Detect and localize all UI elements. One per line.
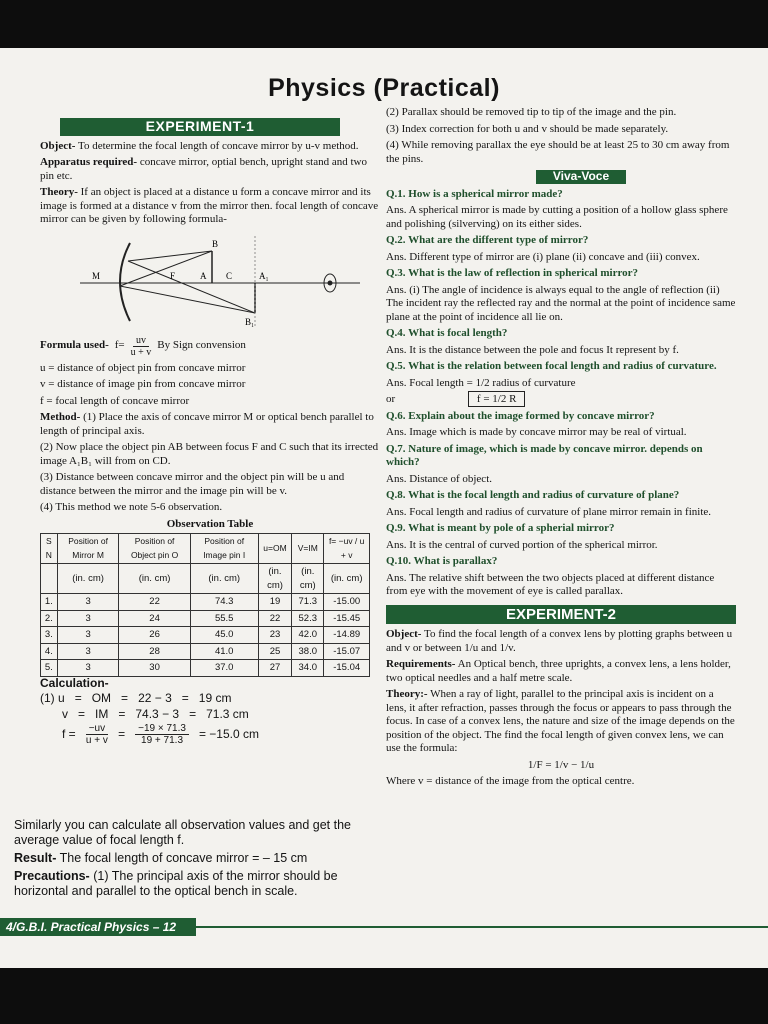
table-header: V=IM [292,534,324,564]
method-label: Method- [40,411,81,423]
question-8: Q.8. What is the focal length and radius of curvature of plane? [386,489,680,501]
calc-f-den-2: 19 + 71.3 [141,735,184,746]
question-7: Q.7. Nature of image, which is made by concave mirror. depends on which? [386,442,703,468]
table-row [41,660,370,677]
definition-v: v = distance of image pin from concave mirror [40,378,246,390]
ray-diagram-svg [40,231,370,331]
question-9: Q.9. What is meant by pole of a spherial mirror? [386,522,615,534]
table-unit: (in. cm) [190,564,258,594]
calc-u-text: 19 cm [198,691,232,705]
calc-f-fraction-2 [135,723,189,746]
table-header: u=OM [258,534,291,564]
precaution-3: (3) Index correction for both u and v should be made separately. [386,122,669,135]
exp2-object-text: To find the focal length of a convex lens by plotting graphs between u and v or between 1/u and 1/v. [386,628,733,654]
table-cell: 55.5 [190,610,258,627]
exp2-requirements-text: An Optical bench, three uprights, a convex lens, a lens holder, two optical needles and a half metre scale. [386,658,731,684]
table-cell: 19 [258,594,291,611]
table-cell: -15.45 [324,610,370,627]
table-units-row [41,564,370,594]
table-row [41,594,370,611]
table-cell: 22 [119,594,190,611]
object-label: Object- [40,139,76,152]
table-cell: 42.0 [292,627,324,644]
formula-used [40,335,380,358]
calculation-block [40,677,380,747]
viva-voce-heading: Viva-Voce [536,170,626,184]
table-cell: 52.3 [292,610,324,627]
calc-u-row [40,692,380,706]
answer-10: Ans. The relative shift between the two objects placed at different distance from eye with the movement of eye is called parallax. [386,571,715,597]
question-10: Q.10. What is parallax? [386,555,498,567]
table-cell: 41.0 [190,643,258,660]
answer-9: Ans. It is the central of curved portion of the spherical mirror. [386,538,658,551]
calc-v-text: = [189,706,197,721]
calc-u-text: = [181,691,189,705]
table-cell: 34.0 [292,660,324,677]
exp2-object-label: Object- [386,628,422,640]
calc-f-row [40,723,380,746]
method-step-2: (2) Now place the object pin AB between focus F and C such that its irrected image A₁B₁ will from on CD. [40,441,379,467]
table-cell: 23 [258,627,291,644]
left-bottom-text [14,818,374,902]
answer-1: Ans. A spherical mirror is made by cutting a position of a hollow glass sphere and polishing (silverving) on its either sides. [386,204,728,230]
formula-note: By Sign convension [157,339,246,352]
table-cell: 24 [119,610,190,627]
calc-f-lhs: f = [62,726,76,741]
precautions-paragraph [14,869,374,899]
table-cell: 26 [119,627,190,644]
similar-paragraph: Similarly you can calculate all observation values and get the average value of focal length f. [14,818,351,847]
table-cell: 45.0 [190,627,258,644]
table-unit: (in. cm) [324,564,370,594]
equals-sign: = [118,726,126,741]
left-column [40,118,380,748]
boxed-formula: f = 1/2 R [468,391,526,407]
table-cell: 1. [41,594,58,611]
table-cell: 25 [258,643,291,660]
footer-label: 4/G.B.I. Practical Physics – 12 [0,918,196,936]
calc-u-text: = [74,691,82,705]
table-cell: 3. [41,627,58,644]
calc-v-text: IM [95,706,109,721]
ray-diagram [40,231,380,331]
answer-6: Ans. Image which is made by concave mirror may be real of virtual. [386,426,687,438]
table-cell: 28 [119,643,190,660]
table-row [41,610,370,627]
formula-denominator: u + v [130,346,152,358]
table-cell: 3 [57,643,119,660]
question-3: Q.3. What is the law of reflection in spherical mirror? [386,267,639,279]
calc-f-num-1: −uv [86,723,108,735]
apparatus-label: Apparatus required- [40,156,138,168]
object-text: To determine the focal length of concave mirror by u-v method. [78,139,359,152]
calc-v-text: 71.3 cm [206,706,249,721]
table-unit: (in. cm) [57,564,119,594]
result-label: Result- [14,851,57,865]
calc-v-text: = [118,706,126,721]
diagram-label-f: F [170,270,176,281]
answer-3: Ans. (i) The angle of incidence is always equal to the angle of reflection (ii) The incident ray the reflected ray and the normal at the point of incidence same plane at the point of incidence all lie on. [386,283,736,323]
concave-mirror-shape [120,243,130,321]
question-4: Q.4. What is focal length? [386,327,508,339]
calc-v-text: = [78,706,86,721]
answer-8: Ans. Focal length and radius of curvature of plane mirror remain in finite. [386,505,712,518]
table-cell: -14.89 [324,627,370,644]
definition-u: u = distance of object pin from concave mirror [40,361,246,374]
answer-7: Ans. Distance of object. [386,472,492,485]
question-1: Q.1. How is a spherical mirror made? [386,187,563,200]
table-cell: -15.04 [324,660,370,677]
apparatus-text: concave mirror, optial bench, upright stand and two pin etc. [40,156,367,182]
calc-f-fraction-1 [86,723,108,746]
calc-u-text: OM [91,691,112,705]
diagram-label-c: C [226,270,233,281]
calc-f-num-2: −19 × 71.3 [135,723,189,735]
calc-u-text: 22 − 3 [138,691,172,705]
result-text: The focal length of concave mirror = – 15 cm [59,851,308,865]
footer-rule [190,926,768,928]
table-header: f= −uv / u + v [324,534,370,564]
method-step-3: (3) Distance between concave mirror and the object pin will be u and distance between the mirror and the image pin will be v. [40,471,345,497]
table-cell: 71.3 [292,594,324,611]
method-step-1 [40,411,380,438]
table-cell: -15.07 [324,643,370,660]
apparatus-paragraph [40,156,380,183]
table-unit: (in. cm) [292,564,324,594]
question-6: Q.6. Explain about the image formed by concave mirror? [386,409,655,422]
table-cell: 3 [57,660,119,677]
or-line [386,393,736,407]
page-title: Physics (Practical) [268,74,500,102]
exp2-theory-paragraph [386,688,736,756]
calc-v-text: v [62,706,68,721]
diagram-label-b: B [212,238,219,249]
table-title: Observation Table [166,517,254,530]
table-cell: -15.00 [324,594,370,611]
precaution-4: (4) While removing parallax the eye should be at least 25 to 30 cm away from the pins. [386,139,730,165]
calc-f-result: = −15.0 cm [198,726,259,741]
table-row [41,643,370,660]
calculation-label: Calculation- [40,675,109,690]
exp2-theory-text: When a ray of light, parallel to the principal axis is incident on a lens, it after refraction, passes through the focus or appears to pass through the focus. In case of a convex lens, the nature and size of the image depends on the position of the object. The find the focal length of given convex lens, we can use the formula: [386,688,735,754]
calc-u-text: = [121,691,129,705]
table-header: Position of Image pin I [190,534,258,564]
formula-numerator: uv [133,335,149,347]
table-header-row [41,534,370,564]
result-paragraph [14,851,374,866]
table-cell: 2. [41,610,58,627]
table-cell: 22 [258,610,291,627]
experiment-1-banner: EXPERIMENT-1 [60,118,340,136]
question-5: Q.5. What is the relation between focal length and radius of curvature. [386,360,717,372]
table-unit: (in. cm) [119,564,190,594]
exp2-where: Where v = distance of the image from the optical centre. [386,775,635,787]
theory-label: Theory- [40,186,78,198]
answer-2: Ans. Different type of mirror are (i) plane (ii) concave and (iii) convex. [386,250,700,263]
object-paragraph [40,140,380,154]
precautions-label: Precautions- [14,869,90,883]
table-header: S N [41,534,58,564]
observation-table [40,533,370,677]
table-cell: 27 [258,660,291,677]
definition-f: f = focal length of concave mirror [40,394,190,407]
theory-text: If an object is placed at a distance u form a concave mirror and its image is formed at a distance v from the mirror then. focal length of concave mirror can be given by following formula- [40,186,379,225]
right-column [386,106,736,792]
table-header: Position of Object pin O [119,534,190,564]
calc-v-row [40,708,380,722]
precaution-2: (2) Parallax should be removed tip to tip of the image and the pin. [386,106,677,118]
table-cell: 30 [119,660,190,677]
table-cell: 37.0 [190,660,258,677]
method-text-1: (1) Place the axis of concave mirror M or optical bench parallel to length of principal axis. [40,411,374,437]
table-unit: (in. cm) [258,564,291,594]
or-text: or [386,393,396,405]
formula-fraction [131,335,152,358]
exp2-theory-label: Theory:- [386,688,428,700]
page [0,48,768,968]
calc-v-text: 74.3 − 3 [135,706,180,721]
table-cell: 4. [41,643,58,660]
table-header: Position of Mirror M [57,534,119,564]
diagram-label-m: M [92,270,101,281]
theory-paragraph [40,186,380,227]
table-row [41,627,370,644]
table-cell: 38.0 [292,643,324,660]
exp2-object-paragraph [386,628,736,655]
exp2-formula: 1/F = 1/v − 1/u [527,758,595,771]
table-cell: 3 [57,594,119,611]
table-cell: 3 [57,610,119,627]
diagram-label-b1: B₁ [245,316,255,327]
diagram-label-a1: A₁ [259,270,269,281]
table-cell: 3 [57,627,119,644]
method-step-4: (4) This method we note 5-6 observation. [40,501,223,513]
diagram-label-a: A [200,270,207,281]
table-unit [41,564,58,594]
formula-label: Formula used- [40,339,109,352]
answer-4: Ans. It is the distance between the pole and focus It represent by f. [386,343,679,356]
calc-f-den-1: u + v [85,735,108,746]
question-2: Q.2. What are the different type of mirror? [386,234,589,246]
calc-u-text: (1) u [40,691,65,705]
answer-5: Ans. Focal length = 1/2 radius of curvature [386,376,576,389]
exp2-requirements-paragraph [386,658,736,685]
precautions-text: (1) The principal axis of the mirror should be horizontal and parallel to the optical bench in scale. [14,869,338,898]
formula-lhs: f= [114,339,125,352]
exp2-requirements-label: Requirements- [386,658,456,670]
table-cell: 74.3 [190,594,258,611]
experiment-2-banner: EXPERIMENT-2 [386,605,736,625]
table-cell: 5. [41,660,58,677]
